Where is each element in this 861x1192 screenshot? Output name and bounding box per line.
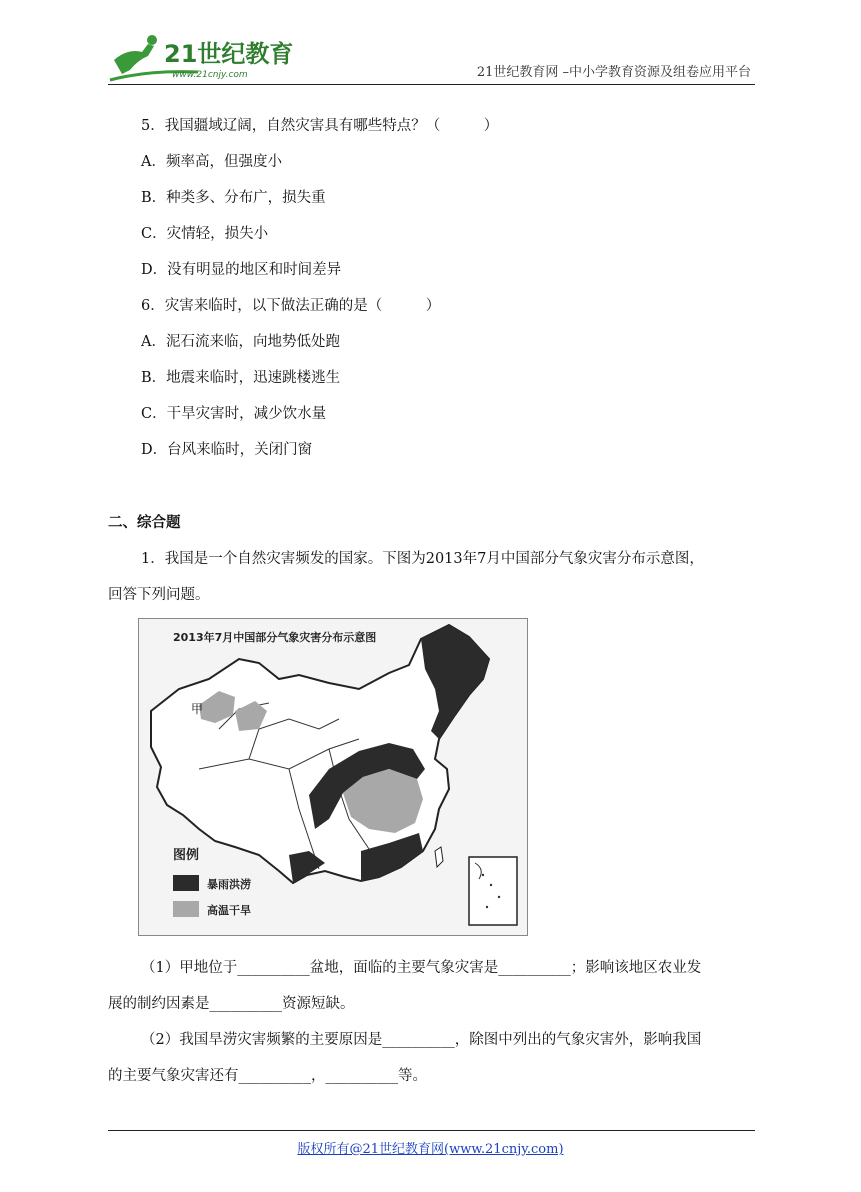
map-title: 2013年7月中国部分气象灾害分布示意图 bbox=[173, 631, 377, 644]
footer-divider bbox=[108, 1130, 755, 1131]
q5-option-b: B．种类多、分布广，损失重 bbox=[141, 190, 326, 206]
q6-option-b: B．地震来临时，迅速跳楼逃生 bbox=[141, 370, 341, 386]
section-title: 二、综合题 bbox=[108, 515, 181, 531]
legend-swatch-flood bbox=[173, 875, 199, 891]
sub1-line2: 展的制约因素是__________资源短缺。 bbox=[108, 996, 355, 1012]
q1-intro-line2: 回答下列问题。 bbox=[108, 587, 210, 603]
q6-option-d: D．台风来临时，关闭门窗 bbox=[141, 442, 313, 458]
q5-option-d: D．没有明显的地区和时间差异 bbox=[141, 262, 342, 278]
legend-label-drought: 高温干旱 bbox=[207, 904, 251, 917]
q5-option-a: A．频率高，但强度小 bbox=[141, 154, 282, 170]
q1-intro-line1: 1．我国是一个自然灾害频发的国家。下图为2013年7月中国部分气象灾害分布示意图， bbox=[141, 551, 704, 567]
page-header bbox=[108, 30, 755, 85]
q5-stem: 5．我国疆域辽阔，自然灾害具有哪些特点？（ ） bbox=[141, 118, 499, 134]
footer-copyright-link[interactable]: 版权所有@21世纪教育网(www.21cnjy.com) bbox=[297, 1142, 564, 1157]
south-china-sea-inset bbox=[469, 857, 517, 925]
legend-swatch-drought bbox=[173, 901, 199, 917]
legend-label-flood: 暴雨洪涝 bbox=[207, 878, 251, 891]
china-map bbox=[139, 619, 527, 935]
header-platform-text: 21世纪教育网 –中小学教育资源及组卷应用平台 bbox=[476, 65, 751, 80]
disaster-map-figure bbox=[138, 618, 528, 936]
q5-option-c: C．灾情轻，损失小 bbox=[141, 226, 269, 242]
logo-text: 21世纪教育 bbox=[164, 40, 294, 68]
sub1-line1: （1）甲地位于__________盆地，面临的主要气象灾害是__________；影响该地区农业发 bbox=[141, 960, 702, 976]
q6-option-c: C．干旱灾害时，减少饮水量 bbox=[141, 406, 327, 422]
map-label-jia: 甲 bbox=[191, 702, 204, 716]
q6-stem: 6．灾害来临时，以下做法正确的是（ ） bbox=[141, 298, 441, 314]
sub2-line1: （2）我国旱涝灾害频繁的主要原因是__________，除图中列出的气象灾害外，影响我国 bbox=[141, 1032, 702, 1048]
q6-option-a: A．泥石流来临，向地势低处跑 bbox=[141, 334, 340, 350]
logo-url-text: www.21cnjy.com bbox=[172, 70, 248, 80]
sub2-line2: 的主要气象灾害还有__________，__________等。 bbox=[108, 1068, 427, 1084]
site-logo bbox=[108, 30, 308, 84]
legend-title: 图例 bbox=[173, 848, 200, 863]
